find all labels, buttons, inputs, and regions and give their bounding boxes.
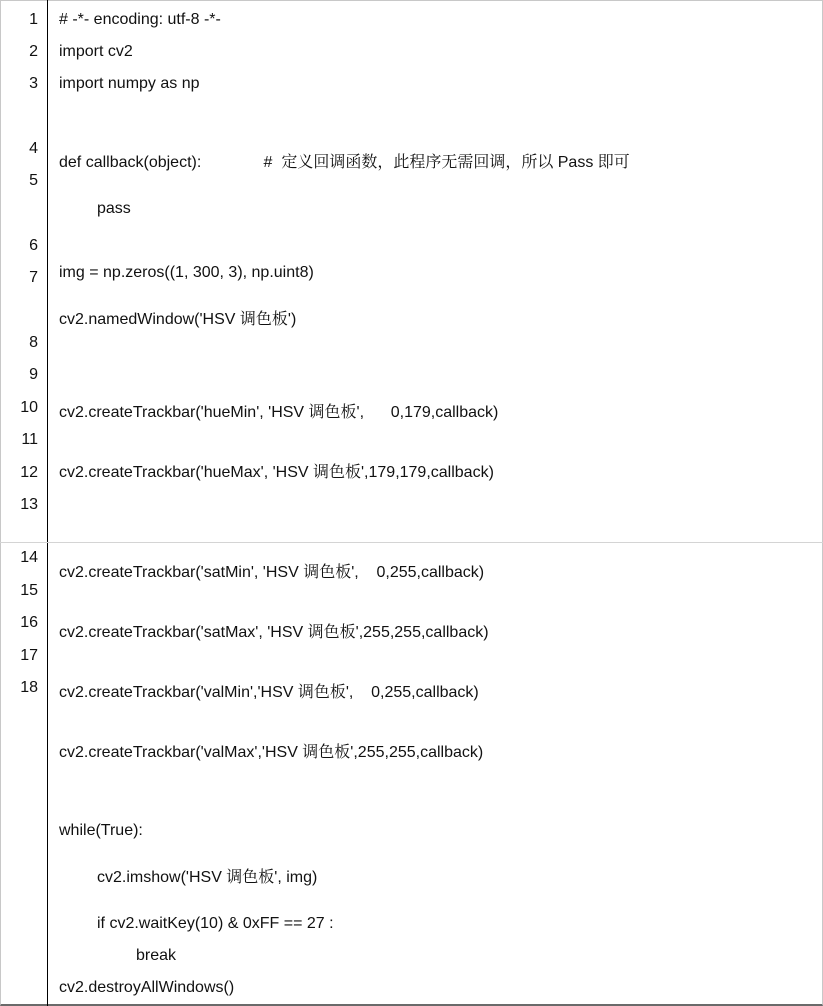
line-number: 17 (20, 647, 38, 664)
code-line: import numpy as np (59, 75, 200, 92)
line-number: 1 (29, 11, 38, 28)
line-number: 2 (29, 43, 38, 60)
line-number: 14 (20, 549, 38, 566)
code-line: cv2.destroyAllWindows() (59, 979, 235, 996)
code-line: cv2.imshow('HSV 调色板', img) (97, 869, 318, 886)
code-line: if cv2.waitKey(10) & 0xFF == 27 : (97, 915, 334, 932)
code-line: pass (97, 200, 131, 217)
code-line: cv2.createTrackbar('valMin','HSV 调色板', 0,255,callback) (59, 684, 479, 701)
code-line: def callback(object): # 定义回调函数，此程序无需回调，所以 Pass 即可 (59, 154, 630, 171)
code-line: cv2.createTrackbar('hueMin', 'HSV 调色板', 0,179,callback) (59, 404, 499, 421)
line-number: 9 (29, 366, 38, 383)
line-number: 8 (29, 334, 38, 351)
code-line: img = np.zeros((1, 300, 3), np.uint8) (59, 264, 314, 281)
line-number: 16 (20, 614, 38, 631)
code-line: while(True): (59, 822, 143, 839)
code-line: cv2.createTrackbar('hueMax', 'HSV 调色板',179,179,callback) (59, 464, 494, 481)
line-number: 10 (20, 399, 38, 416)
gutter-divider (47, 0, 48, 1006)
line-number: 12 (20, 464, 38, 481)
code-line: # -*- encoding: utf-8 -*- (59, 11, 221, 28)
line-number: 13 (20, 496, 38, 513)
line-number: 5 (29, 172, 38, 189)
line-number: 15 (20, 582, 38, 599)
code-line: cv2.createTrackbar('satMin', 'HSV 调色板', 0,255,callback) (59, 564, 485, 581)
code-line: cv2.createTrackbar('valMax','HSV 调色板',255,255,callback) (59, 744, 484, 761)
code-line: import cv2 (59, 43, 133, 60)
code-line: break (136, 947, 177, 964)
line-number: 7 (29, 269, 38, 286)
code-line: cv2.createTrackbar('satMax', 'HSV 调色板',255,255,callback) (59, 624, 489, 641)
line-number: 3 (29, 75, 38, 92)
code-line: cv2.namedWindow('HSV 调色板') (59, 311, 297, 328)
line-number: 18 (20, 679, 38, 696)
line-number: 6 (29, 237, 38, 254)
line-number: 11 (21, 431, 38, 448)
row-divider (0, 542, 823, 543)
line-number: 4 (29, 140, 38, 157)
